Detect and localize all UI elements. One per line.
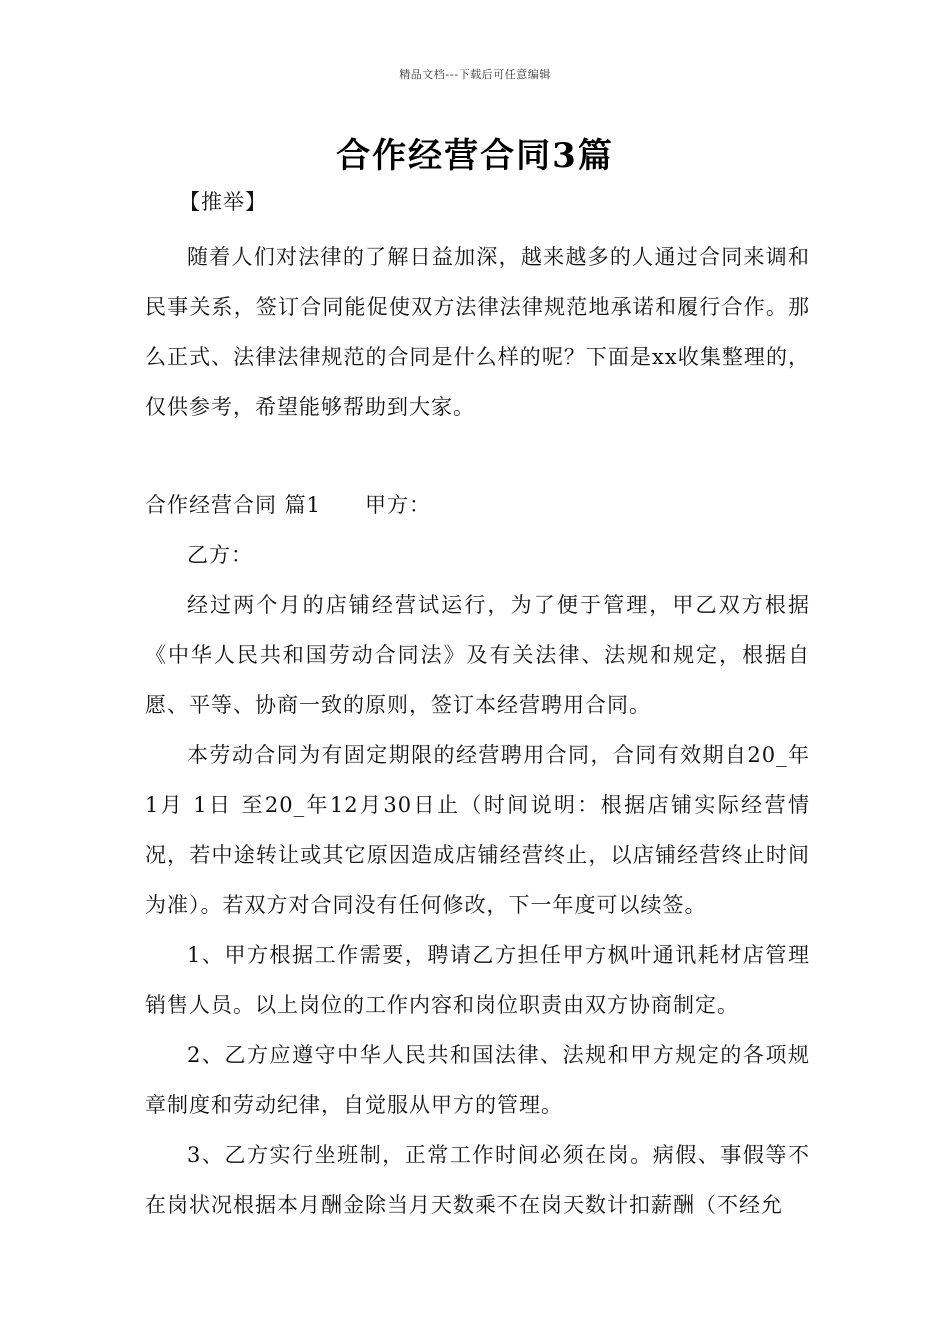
contract-paragraph: 2、乙方应遵守中华人民共和国法律、法规和甲方规定的各项规章制度和劳动纪律，自觉服从甲方的管理。 [145,1043,810,1117]
party-a-label: 甲方： [365,493,432,517]
document-body [145,180,810,1230]
contract-paragraph: 本劳动合同为有固定期限的经营聘用合同，合同有效期自20_年1月 1日 至20_年12月30日止（时间说明：根据店铺实际经营情况，若中途转让或其它原因造成店铺经营终止，以店铺经营终止时间为准）。若双方对合同没有任何修改，下一年度可以续签。 [145,743,810,917]
section-heading: 合作经营合同 篇1 [145,493,322,517]
party-b-label: 乙方： [187,543,253,567]
document-title: 合作经营合同3篇 [336,136,614,176]
intro-paragraph: 随着人们对法律的了解日益加深，越来越多的人通过合同来调和民事关系，签订合同能促使双方法律法律规范地承诺和履行合作。那么正式、法律法律规范的合同是什么样的呢？下面是xx收集整理的，仅供参考，希望能够帮助到大家。 [145,245,810,419]
header-note: 精品文档---下载后可任意编辑 [399,68,551,81]
contract-paragraph: 3、乙方实行坐班制，正常工作时间必须在岗。病假、事假等不在岗状况根据本月酬金除当月天数乘不在岗天数计扣薪酬（不经允 [145,1143,810,1217]
contract-paragraph: 1、甲方根据工作需要，聘请乙方担任甲方枫叶通讯耗材店管理销售人员。以上岗位的工作内容和岗位职责由双方协商制定。 [145,943,810,1017]
contract-paragraph: 经过两个月的店铺经营试运行，为了便于管理，甲乙双方根据《中华人民共和国劳动合同法》及有关法律、法规和规定，根据自愿、平等、协商一致的原则，签订本经营聘用合同。 [145,593,810,717]
recommend-tag: 【推举】 [179,190,267,214]
section-spacer [145,432,810,480]
section-heading-line [145,480,810,530]
